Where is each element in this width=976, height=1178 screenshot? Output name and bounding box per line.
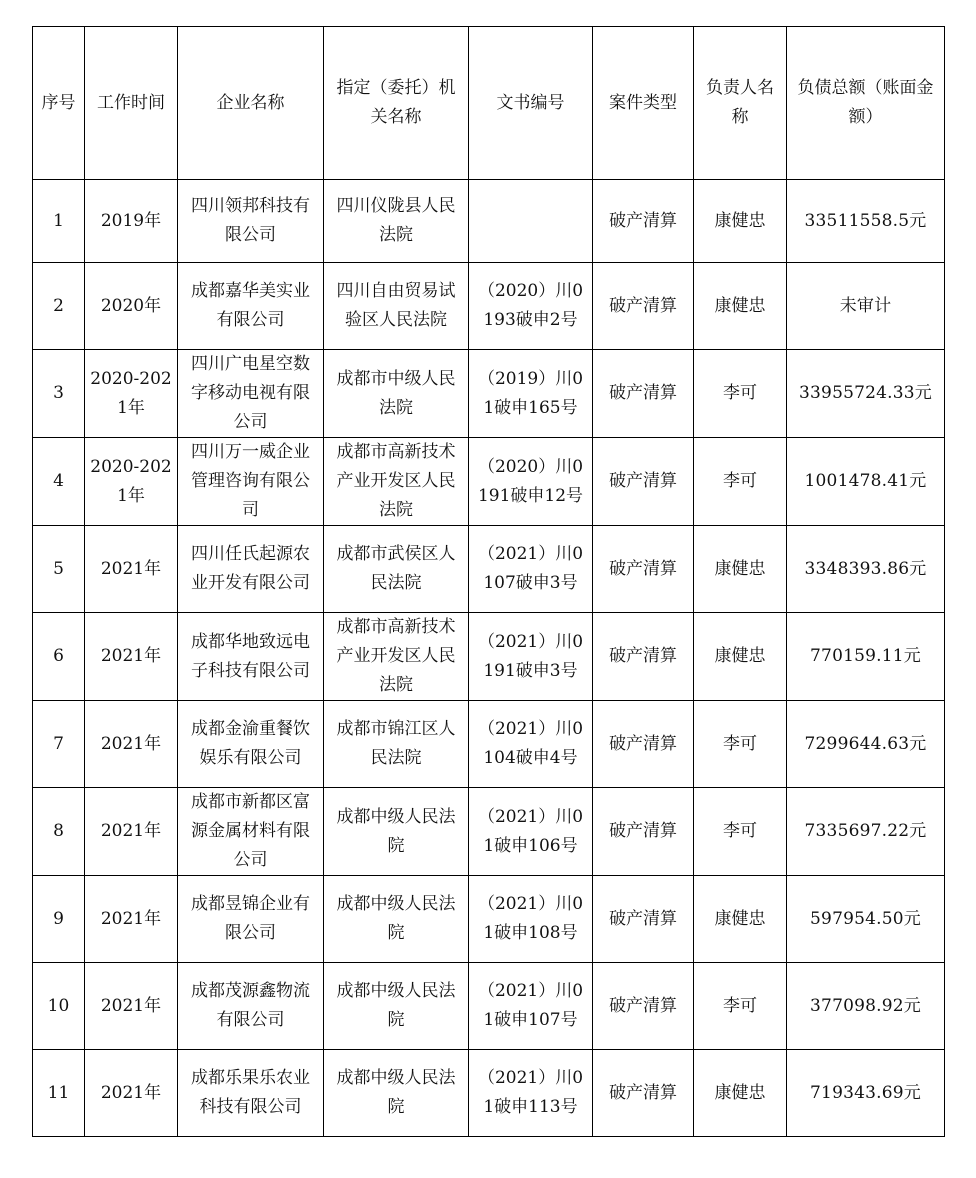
cell-doc-no: （2021）川01破申108号 (469, 876, 593, 963)
cell-case-type: 破产清算 (593, 963, 694, 1050)
cell-doc-no: （2021）川0107破申3号 (469, 526, 593, 613)
table-row (33, 876, 945, 963)
header-company: 企业名称 (178, 27, 324, 180)
cell-doc-no: （2021）川0191破申3号 (469, 613, 593, 701)
cell-court: 成都市武侯区人民法院 (324, 526, 469, 613)
cell-court: 成都中级人民法院 (324, 1050, 469, 1137)
cell-index: 11 (33, 1050, 85, 1137)
cell-person: 李可 (694, 788, 787, 876)
header-case-type: 案件类型 (593, 27, 694, 180)
table-row (33, 180, 945, 263)
cell-index: 9 (33, 876, 85, 963)
header-person: 负责人名称 (694, 27, 787, 180)
cell-court: 成都市锦江区人民法院 (324, 701, 469, 788)
cell-work-time: 2021年 (85, 613, 178, 701)
cell-person: 李可 (694, 963, 787, 1050)
table-row (33, 1050, 945, 1137)
cell-index: 3 (33, 350, 85, 438)
cell-person: 李可 (694, 701, 787, 788)
cell-company: 四川任氏起源农业开发有限公司 (178, 526, 324, 613)
table-row (33, 788, 945, 876)
cell-court: 四川自由贸易试验区人民法院 (324, 263, 469, 350)
cell-company: 成都昱锦企业有限公司 (178, 876, 324, 963)
cell-debt: 719343.69元 (787, 1050, 945, 1137)
cell-doc-no: （2021）川01破申107号 (469, 963, 593, 1050)
cell-company: 成都茂源鑫物流有限公司 (178, 963, 324, 1050)
cell-case-type: 破产清算 (593, 876, 694, 963)
cell-court: 成都市高新技术产业开发区人民法院 (324, 613, 469, 701)
cell-index: 2 (33, 263, 85, 350)
cell-case-type: 破产清算 (593, 613, 694, 701)
cell-doc-no: （2020）川0191破申12号 (469, 438, 593, 526)
cell-doc-no: （2021）川01破申113号 (469, 1050, 593, 1137)
cell-debt: 未审计 (787, 263, 945, 350)
table-row (33, 613, 945, 701)
header-doc-no: 文书编号 (469, 27, 593, 180)
cell-debt: 597954.50元 (787, 876, 945, 963)
cell-work-time: 2021年 (85, 526, 178, 613)
cell-work-time: 2021年 (85, 788, 178, 876)
cell-index: 8 (33, 788, 85, 876)
cell-court: 成都中级人民法院 (324, 963, 469, 1050)
cell-work-time: 2020-2021年 (85, 350, 178, 438)
cell-person: 康健忠 (694, 1050, 787, 1137)
cell-debt: 3348393.86元 (787, 526, 945, 613)
cell-doc-no (469, 180, 593, 263)
cell-person: 康健忠 (694, 180, 787, 263)
cell-company: 四川万一威企业管理咨询有限公司 (178, 438, 324, 526)
cell-company: 成都嘉华美实业有限公司 (178, 263, 324, 350)
cell-company: 成都华地致远电子科技有限公司 (178, 613, 324, 701)
cell-debt: 7299644.63元 (787, 701, 945, 788)
cell-company: 成都金渝重餐饮娱乐有限公司 (178, 701, 324, 788)
cell-case-type: 破产清算 (593, 263, 694, 350)
cell-person: 康健忠 (694, 526, 787, 613)
cell-court: 四川仪陇县人民法院 (324, 180, 469, 263)
header-index: 序号 (33, 27, 85, 180)
cell-index: 4 (33, 438, 85, 526)
cell-case-type: 破产清算 (593, 438, 694, 526)
cases-table (32, 26, 945, 1137)
cell-debt: 770159.11元 (787, 613, 945, 701)
cell-court: 成都市中级人民法院 (324, 350, 469, 438)
cell-debt: 33955724.33元 (787, 350, 945, 438)
cell-index: 7 (33, 701, 85, 788)
cell-company: 四川广电星空数字移动电视有限公司 (178, 350, 324, 438)
cell-person: 康健忠 (694, 263, 787, 350)
cell-doc-no: （2021）川01破申106号 (469, 788, 593, 876)
cell-index: 5 (33, 526, 85, 613)
cell-person: 李可 (694, 438, 787, 526)
header-debt: 负债总额（账面金额） (787, 27, 945, 180)
table-row (33, 350, 945, 438)
cell-court: 成都中级人民法院 (324, 788, 469, 876)
cell-doc-no: （2021）川0104破申4号 (469, 701, 593, 788)
cell-person: 李可 (694, 350, 787, 438)
cell-person: 康健忠 (694, 613, 787, 701)
cell-company: 成都市新都区富源金属材料有限公司 (178, 788, 324, 876)
cell-person: 康健忠 (694, 876, 787, 963)
table-row (33, 963, 945, 1050)
cell-company: 四川领邦科技有限公司 (178, 180, 324, 263)
cell-work-time: 2021年 (85, 701, 178, 788)
header-row (33, 27, 945, 180)
cell-case-type: 破产清算 (593, 526, 694, 613)
cell-work-time: 2021年 (85, 1050, 178, 1137)
cell-case-type: 破产清算 (593, 350, 694, 438)
cell-court: 成都中级人民法院 (324, 876, 469, 963)
cell-work-time: 2021年 (85, 963, 178, 1050)
table-row (33, 263, 945, 350)
cell-work-time: 2020-2021年 (85, 438, 178, 526)
cell-case-type: 破产清算 (593, 180, 694, 263)
cell-debt: 377098.92元 (787, 963, 945, 1050)
cell-doc-no: （2019）川01破申165号 (469, 350, 593, 438)
cell-court: 成都市高新技术产业开发区人民法院 (324, 438, 469, 526)
table-row (33, 701, 945, 788)
cell-index: 1 (33, 180, 85, 263)
cell-work-time: 2021年 (85, 876, 178, 963)
cell-company: 成都乐果乐农业科技有限公司 (178, 1050, 324, 1137)
cell-work-time: 2020年 (85, 263, 178, 350)
cell-case-type: 破产清算 (593, 788, 694, 876)
table-row (33, 526, 945, 613)
cell-debt: 7335697.22元 (787, 788, 945, 876)
cell-index: 10 (33, 963, 85, 1050)
cell-work-time: 2019年 (85, 180, 178, 263)
cell-debt: 1001478.41元 (787, 438, 945, 526)
table-row (33, 438, 945, 526)
cell-case-type: 破产清算 (593, 701, 694, 788)
cell-debt: 33511558.5元 (787, 180, 945, 263)
cell-case-type: 破产清算 (593, 1050, 694, 1137)
cell-index: 6 (33, 613, 85, 701)
header-work-time: 工作时间 (85, 27, 178, 180)
header-court: 指定（委托）机关名称 (324, 27, 469, 180)
cell-doc-no: （2020）川0193破申2号 (469, 263, 593, 350)
